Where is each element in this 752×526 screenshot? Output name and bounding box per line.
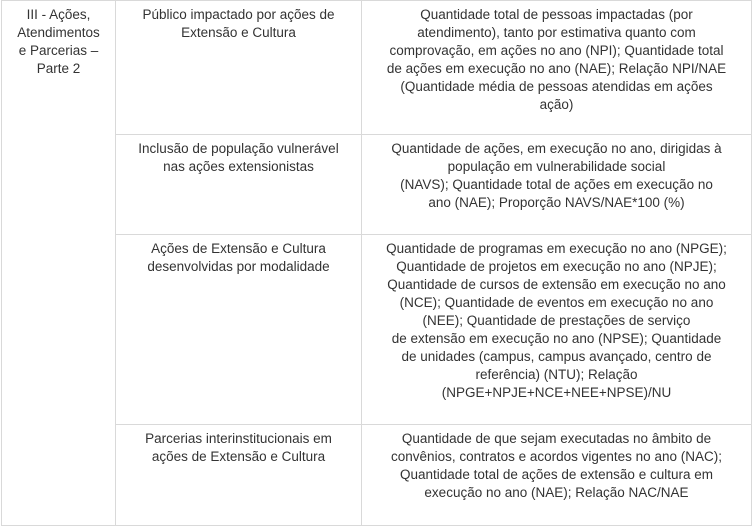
section-title-line: III - Ações, <box>26 7 91 22</box>
topic-line: ações de Extensão e Cultura <box>151 449 326 464</box>
indicator-line: Quantidade de projetos em execução no ano (NPJE); <box>396 259 717 274</box>
indicator-line: Quantidade de ações, em execução no ano, dirigidas à <box>391 141 722 156</box>
section-title-line: Parte 2 <box>36 61 81 76</box>
topic-line: Parcerias interinstitucionais em <box>145 431 332 446</box>
section-title-line: Atendimentos <box>17 25 100 40</box>
indicator-line: Quantidade total de pessoas impactadas (por <box>420 7 693 22</box>
topic-line: desenvolvidas por modalidade <box>147 259 330 274</box>
indicator-line: de extensão em execução no ano (NPSE); Quantidade <box>391 331 722 346</box>
indicator-line: (NEE); Quantidade de prestações de serviço <box>422 313 691 328</box>
indicator-line: população em vulnerabilidade social <box>447 159 666 174</box>
indicator-line: referência) (NTU); Relação <box>475 367 638 382</box>
topic-line: Inclusão de população vulnerável <box>138 141 339 156</box>
indicator-line: comprovação, em ações no ano (NPI); Quantidade total <box>389 43 724 58</box>
indicator-line: Quantidade total de ações de extensão e cultura em <box>400 467 713 482</box>
indicator-line: ano (NAE); Proporção NAVS/NAE*100 (%) <box>428 195 685 210</box>
topic-cell <box>116 235 362 425</box>
topic-line: Público impactado por ações de <box>142 7 335 22</box>
indicator-line: (Quantidade média de pessoas atendidas em ações <box>400 79 713 94</box>
indicator-line: Quantidade de programas em execução no ano (NPGE); <box>386 241 727 256</box>
indicator-line: (NPGE+NPJE+NCE+NEE+NPSE)/NU <box>441 385 672 400</box>
indicator-line: de unidades (campus, campus avançado, centro de <box>401 349 712 364</box>
indicator-line: Quantidade de que sejam executadas no âmbito de <box>401 431 712 446</box>
indicator-line: (NCE); Quantidade de eventos em execução no ano <box>399 295 714 310</box>
indicator-cell <box>362 235 752 425</box>
topic-line: Ações de Extensão e Cultura <box>151 241 326 256</box>
topic-line: nas ações extensionistas <box>163 159 314 174</box>
indicator-line: de ações em execução no ano (NAE); Relação NPI/NAE <box>386 61 727 76</box>
indicator-line: (NAVS); Quantidade total de ações em execução no <box>400 177 713 192</box>
indicator-line: execução no ano (NAE); Relação NAC/NAE <box>424 485 689 500</box>
indicator-cell <box>362 1 752 135</box>
indicator-line: atendimento), tanto por estimativa quanto com <box>417 25 696 40</box>
indicators-table <box>1 0 752 526</box>
section-title-line: e Parcerias – <box>18 43 99 58</box>
indicator-line: Quantidade de cursos de extensão em execução no ano <box>387 277 726 292</box>
indicator-line: convênios, contratos e acordos vigentes no ano (NAC); <box>391 449 722 464</box>
indicator-line: ação) <box>539 97 574 112</box>
topic-line: Extensão e Cultura <box>181 25 296 40</box>
table-row <box>2 1 752 135</box>
section-cell <box>2 1 116 526</box>
indicator-cell <box>362 135 752 235</box>
indicator-cell <box>362 425 752 526</box>
topic-cell <box>116 425 362 526</box>
topic-cell <box>116 1 362 135</box>
topic-cell <box>116 135 362 235</box>
